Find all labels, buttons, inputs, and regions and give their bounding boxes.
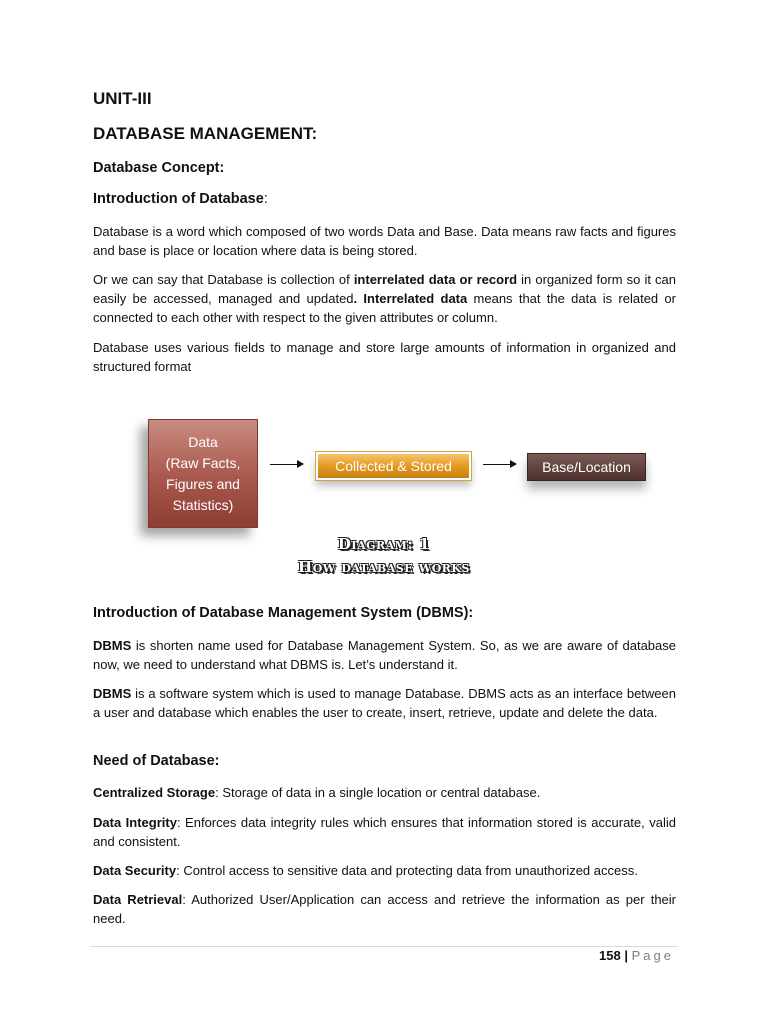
collected-stored-box: Collected & Stored (316, 452, 471, 480)
need-term: Data Integrity (93, 815, 177, 830)
need-heading: Need of Database: (93, 753, 220, 769)
need-text: : Control access to sensitive data and protecting data from unauthorized access. (176, 863, 638, 878)
dbms-heading: Introduction of Database Management System (DBMS): (93, 605, 474, 621)
intro-p2-a: Or we can say that Database is collection of (93, 272, 354, 287)
intro-p2-e: means that the data is related or connected to each other with respect to the given attributes or column. (93, 291, 676, 325)
footer-separator: | (624, 948, 628, 963)
dbms-p2-text: is a software system which is used to manage Database. DBMS acts as an interface between a user and database which enables the user to create, insert, retrieve, update and delete the data. (93, 686, 676, 720)
intro-heading (93, 191, 268, 207)
need-text: : Authorized User/Application can access and retrieve the information as per their need. (93, 892, 676, 926)
data-box (148, 419, 258, 528)
intro-p2-d: . Interrelated data (353, 291, 468, 306)
intro-heading-colon: : (263, 191, 268, 207)
data-box-line: Data (188, 433, 218, 450)
unit-heading: UNIT-III (93, 89, 152, 108)
need-item-integrity (93, 813, 676, 851)
need-text: : Enforces data integrity rules which ensures that information stored is accurate, valid and consistent. (93, 815, 676, 849)
dbms-p1-text: is shorten name used for Database Management System. So, as we are aware of database now, we need to understand what DBMS is. Let’s understand it. (93, 638, 676, 672)
intro-p2-b: interrelated data or record (353, 272, 518, 287)
need-item-retrieval (93, 890, 676, 928)
need-item-centralized (93, 783, 676, 802)
need-term: Centralized Storage (93, 785, 216, 800)
page-number: 158 (599, 948, 621, 963)
dbms-p1-term: DBMS (93, 638, 132, 653)
base-location-box: Base/Location (527, 453, 646, 481)
arrow-1 (270, 464, 302, 465)
dbms-paragraph-2 (93, 684, 676, 722)
intro-paragraph-1: Database is a word which composed of two words Data and Base. Data means raw facts and figures and base is place or location where data is being stored. (93, 224, 676, 258)
arrow-2 (483, 464, 515, 465)
dbms-p2-term: DBMS (93, 686, 132, 701)
need-term: Data Retrieval (93, 892, 183, 907)
data-box-line: Figures and (166, 475, 240, 492)
intro-p2-c: in organized form so it can easily be accessed, managed and updated (93, 272, 677, 306)
page-footer (599, 948, 674, 963)
dbms-paragraph-1 (93, 636, 676, 674)
need-term: Data Security (93, 863, 177, 878)
data-box-line: (Raw Facts, (165, 454, 241, 471)
page-label: Page (631, 948, 674, 963)
diagram-caption-subtitle: How database works (298, 558, 470, 576)
footer-divider (90, 946, 678, 947)
data-box-line: Statistics) (172, 496, 234, 513)
intro-heading-text: Introduction of Database (93, 191, 264, 207)
need-text: : Storage of data in a single location or central database. (215, 785, 541, 800)
intro-paragraph-3: Database uses various fields to manage and store large amounts of information in organized and structured format (93, 340, 676, 374)
concept-heading: Database Concept: (93, 160, 225, 176)
page-title: DATABASE MANAGEMENT: (93, 124, 318, 143)
diagram-caption-title: Diagram: 1 (337, 535, 431, 553)
intro-paragraph-2 (93, 270, 676, 327)
need-item-security (93, 861, 676, 880)
